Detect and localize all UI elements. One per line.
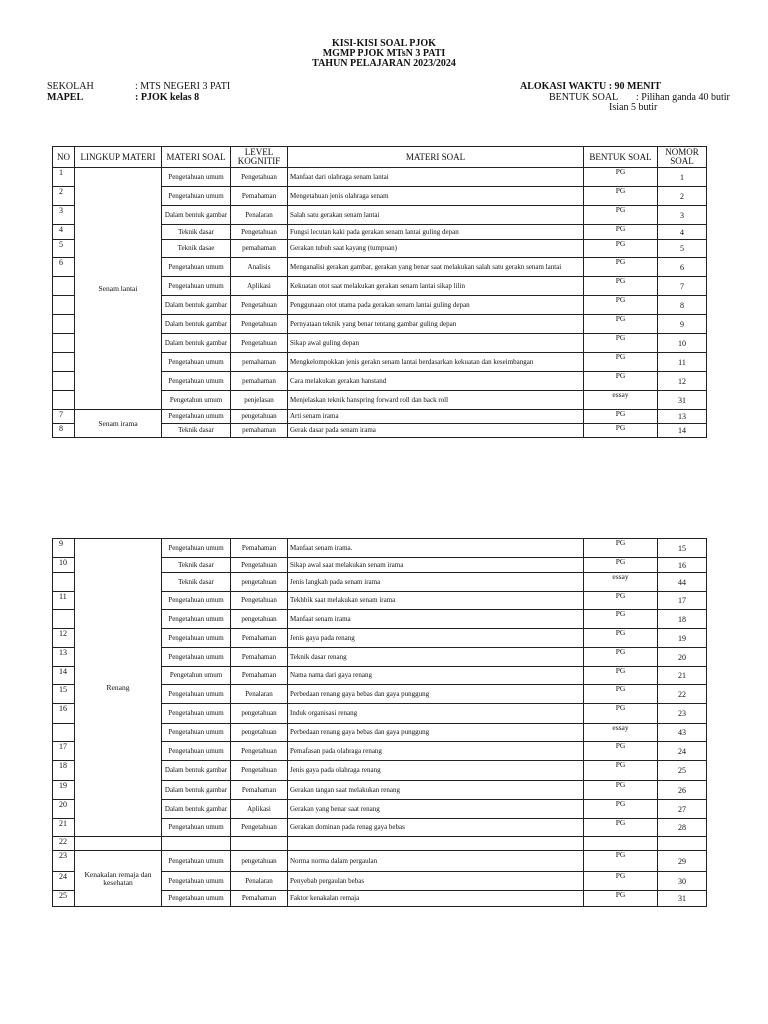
row-no: 18 [53, 761, 75, 781]
level-cell: Pengetahuan [231, 334, 288, 353]
materi-soal-cell [288, 837, 584, 851]
level-cell: Pengetahuan [231, 296, 288, 315]
bentuk-cell: PG [584, 296, 658, 315]
level-cell: pengetahuan [231, 573, 288, 592]
nomor-cell: 44 [658, 573, 707, 592]
alokasi-waktu: ALOKASI WAKTU : 90 MENIT [520, 81, 661, 92]
level-cell: Aplikasi [231, 277, 288, 296]
bentuk-cell: PG [584, 277, 658, 296]
level-cell: Penalaran [231, 206, 288, 225]
nomor-cell: 21 [658, 667, 707, 685]
materi-cell: Pengetahuan umum [162, 168, 231, 187]
bentuk-cell: PG [584, 240, 658, 258]
materi-cell: Teknik dasae [162, 240, 231, 258]
materi-soal-cell: Cara melakukan gerakan hanstand [288, 372, 584, 391]
materi-soal-cell: Mengkelompokkan jenis gerakn senam lantai berdasarkan kekuatan dan keseimbangan [288, 353, 584, 372]
materi-cell: Teknik dasar [162, 558, 231, 573]
bentuk-cell: PG [584, 629, 658, 648]
header-no: NO [53, 147, 75, 168]
materi-soal-cell: Teknik dasar renang [288, 648, 584, 667]
materi-soal-cell: Fungsi lecutan kaki pada gerakan senam lantai guling depan [288, 225, 584, 240]
materi-soal-cell: Norma norma dalam pergaulan [288, 851, 584, 872]
nomor-cell: 14 [658, 424, 707, 438]
nomor-cell: 31 [658, 391, 707, 410]
row-no: 1 [53, 168, 75, 187]
materi-cell: Dalam bentuk gambar [162, 296, 231, 315]
materi-soal-cell: Pernyataan teknik yang benar tentang gambar guling depan [288, 315, 584, 334]
table-header-row [53, 147, 707, 168]
materi-cell: Teknik dasar [162, 424, 231, 438]
materi-cell: Teknik dasar [162, 573, 231, 592]
bentuk-cell: PG [584, 225, 658, 240]
materi-cell: Pengetahuan umum [162, 410, 231, 424]
materi-soal-cell: Gerakan tangan saat melakukan renang [288, 781, 584, 800]
materi-soal-cell: Menjelaskan teknik hanspring forward roll dan back roll [288, 391, 584, 410]
row-no [53, 391, 75, 410]
mapel-value: : PJOK kelas 8 [135, 92, 200, 103]
row-no: 7 [53, 410, 75, 424]
row-no: 19 [53, 781, 75, 800]
materi-soal-cell: Induk organisasi renang [288, 704, 584, 724]
row-no: 16 [53, 704, 75, 724]
materi-cell: Dalam bentuk gambar [162, 761, 231, 781]
materi-soal-cell: Pemafasan pada olahraga renang [288, 742, 584, 761]
materi-cell: Pengetahuan umum [162, 724, 231, 742]
level-cell: penjelasan [231, 391, 288, 410]
header-lingkup: LINGKUP MATERI [75, 147, 162, 168]
bentuk-cell: PG [584, 704, 658, 724]
row-no [53, 296, 75, 315]
level-cell: pemahaman [231, 353, 288, 372]
row-no [53, 277, 75, 296]
row-no [53, 610, 75, 629]
bentuk-cell: essay [584, 573, 658, 592]
materi-cell: Pengetahuan umum [162, 277, 231, 296]
materi-cell: Pengetahuan umum [162, 539, 231, 558]
level-cell: Penalaran [231, 685, 288, 704]
materi-cell: Teknik dasar [162, 225, 231, 240]
materi-cell: Pengetahuan umum [162, 629, 231, 648]
materi-soal-cell: Manfaat senam irama. [288, 539, 584, 558]
doc-title-line-2: MGMP PJOK MTsN 3 PATI [322, 48, 446, 59]
materi-cell: Pengetahuan umum [162, 851, 231, 872]
materi-soal-cell: Jenis langkah pada senam irama [288, 573, 584, 592]
bentuk-cell: PG [584, 353, 658, 372]
kisi-table-1 [52, 146, 707, 438]
level-cell: Pengetahuan [231, 592, 288, 610]
materi-soal-cell: Kekuatan otot saat melakukan gerakan senam lantai sikap lilin [288, 277, 584, 296]
level-cell: Pemahaman [231, 187, 288, 206]
lingkup-materi-cell: Kenakalan remaja dan kesehatan [75, 851, 162, 907]
nomor-cell: 3 [658, 206, 707, 225]
row-no: 2 [53, 187, 75, 206]
materi-cell: Pengetahuan umum [162, 704, 231, 724]
materi-cell: Pengetahuan umum [162, 742, 231, 761]
mapel-label: MAPEL [47, 92, 84, 103]
row-no: 9 [53, 539, 75, 558]
nomor-cell: 7 [658, 277, 707, 296]
nomor-cell: 29 [658, 851, 707, 872]
nomor-cell: 2 [658, 187, 707, 206]
nomor-cell: 10 [658, 334, 707, 353]
materi-soal-cell: Nama nama dari gaya renang [288, 667, 584, 685]
row-no: 25 [53, 891, 75, 907]
header-bentuk: BENTUK SOAL [584, 147, 658, 168]
nomor-cell: 31 [658, 891, 707, 907]
materi-soal-cell: Faktor kenakalan remaja [288, 891, 584, 907]
nomor-cell: 16 [658, 558, 707, 573]
level-cell: pemahaman [231, 372, 288, 391]
level-cell: Pemahaman [231, 648, 288, 667]
level-cell: pengetahuan [231, 724, 288, 742]
materi-cell [162, 837, 231, 851]
row-no: 14 [53, 667, 75, 685]
row-no: 5 [53, 240, 75, 258]
materi-cell: Pengetahuan umum [162, 372, 231, 391]
row-no: 13 [53, 648, 75, 667]
row-no [53, 372, 75, 391]
bentuk-cell: PG [584, 742, 658, 761]
lingkup-materi-cell: Senam lantai [75, 168, 162, 410]
bentuk-cell: PG [584, 685, 658, 704]
level-cell: Pengetahuan [231, 761, 288, 781]
table-row [53, 539, 707, 558]
materi-soal-cell: Manfaat dari olahraga senam lantai [288, 168, 584, 187]
materi-soal-cell: Penggunaan otot utama pada gerakan senam lantai guling depan [288, 296, 584, 315]
nomor-cell: 20 [658, 648, 707, 667]
nomor-cell: 28 [658, 819, 707, 837]
materi-cell: Pengetahuan umum [162, 258, 231, 277]
materi-cell: Dalam bentuk gambar [162, 334, 231, 353]
nomor-cell: 30 [658, 872, 707, 891]
level-cell: Pengetahuan [231, 168, 288, 187]
materi-cell: Pengetahuan umum [162, 353, 231, 372]
level-cell: Pengetahuan [231, 819, 288, 837]
bentuk-cell: PG [584, 851, 658, 872]
bentuk-cell: PG [584, 187, 658, 206]
bentuk-soal-value-2: Isian 5 butir [609, 102, 658, 113]
level-cell: Pengetahuan [231, 742, 288, 761]
bentuk-cell: PG [584, 610, 658, 629]
materi-cell: Pengetahuan umum [162, 891, 231, 907]
row-no: 6 [53, 258, 75, 277]
materi-soal-cell: Gerak dasar pada senam irama [288, 424, 584, 438]
nomor-cell: 1 [658, 168, 707, 187]
nomor-cell: 12 [658, 372, 707, 391]
materi-cell: Dalam bentuk gambar [162, 206, 231, 225]
materi-cell: Pengetahuan umum [162, 819, 231, 837]
sekolah-label: SEKOLAH [47, 81, 94, 92]
row-no: 21 [53, 819, 75, 837]
materi-soal-cell: Salah satu gerakan senam lantai [288, 206, 584, 225]
bentuk-cell: PG [584, 761, 658, 781]
header-nomor: NOMOR SOAL [658, 147, 707, 168]
materi-soal-cell: Gerakan dominan pada renag gaya bebas [288, 819, 584, 837]
level-cell: pengetahuan [231, 851, 288, 872]
row-no [53, 353, 75, 372]
bentuk-cell: PG [584, 372, 658, 391]
nomor-cell: 23 [658, 704, 707, 724]
row-no [53, 724, 75, 742]
header-materi: MATERI SOAL [162, 147, 231, 168]
bentuk-cell: PG [584, 168, 658, 187]
row-no: 24 [53, 872, 75, 891]
bentuk-cell: PG [584, 206, 658, 225]
materi-cell: Pengetahuan umum [162, 685, 231, 704]
row-no: 3 [53, 206, 75, 225]
level-cell: pengetahuan [231, 610, 288, 629]
materi-cell: Pengetahun umum [162, 391, 231, 410]
level-cell: Penalaran [231, 872, 288, 891]
materi-soal-cell: Sikap awal guling depan [288, 334, 584, 353]
level-cell: pemahaman [231, 424, 288, 438]
table-row [53, 837, 707, 851]
sekolah-value: : MTS NEGERI 3 PATI [135, 81, 231, 92]
kisi-table-2 [52, 538, 707, 907]
nomor-cell: 22 [658, 685, 707, 704]
row-no: 8 [53, 424, 75, 438]
materi-soal-cell: Jenis gaya pada renang [288, 629, 584, 648]
materi-soal-cell: Perbedaan renang gaya bebas dan gaya punggung [288, 724, 584, 742]
materi-soal-cell: Gerakan tubuh saat kayang (tumpuan) [288, 240, 584, 258]
materi-cell: Pengetahuan umum [162, 610, 231, 629]
row-no [53, 315, 75, 334]
bentuk-cell: PG [584, 819, 658, 837]
row-no: 10 [53, 558, 75, 573]
table-row [53, 851, 707, 872]
row-no: 15 [53, 685, 75, 704]
materi-soal-cell: Arti senam irama [288, 410, 584, 424]
materi-cell: Dalam bentuk gambar [162, 315, 231, 334]
nomor-cell: 9 [658, 315, 707, 334]
bentuk-cell: PG [584, 334, 658, 353]
level-cell: Analisis [231, 258, 288, 277]
materi-cell: Pengetahun umum [162, 667, 231, 685]
lingkup-materi-cell [75, 837, 162, 851]
level-cell: Pemahaman [231, 667, 288, 685]
table-row [53, 410, 707, 424]
nomor-cell: 26 [658, 781, 707, 800]
bentuk-cell: PG [584, 800, 658, 819]
bentuk-soal-label: BENTUK SOAL [549, 92, 619, 103]
level-cell: pemahaman [231, 240, 288, 258]
materi-soal-cell: Tekhbik saat melakukan senam irama [288, 592, 584, 610]
materi-soal-cell: Manfaat senam irama [288, 610, 584, 629]
lingkup-materi-cell: Renang [75, 539, 162, 837]
bentuk-soal-value-1: : Pilihan ganda 40 butir [636, 92, 730, 103]
nomor-cell: 27 [658, 800, 707, 819]
doc-title-line-3: TAHUN PELAJARAN 2023/2024 [312, 58, 456, 69]
materi-cell: Dalam bentuk gambar [162, 800, 231, 819]
row-no: 17 [53, 742, 75, 761]
nomor-cell: 43 [658, 724, 707, 742]
nomor-cell: 11 [658, 353, 707, 372]
materi-soal-cell: Gerakan yang benar saat renang [288, 800, 584, 819]
bentuk-cell: PG [584, 592, 658, 610]
row-no: 4 [53, 225, 75, 240]
bentuk-cell: essay [584, 724, 658, 742]
level-cell: Pemahaman [231, 629, 288, 648]
level-cell: Pengetahuan [231, 558, 288, 573]
bentuk-cell: PG [584, 781, 658, 800]
bentuk-cell: PG [584, 891, 658, 907]
materi-soal-cell: Menganalisi gerakan gambar, gerakan yang benar saat melakukan salah satu gerakn senam lantai [288, 258, 584, 277]
materi-cell: Pengetahuan umum [162, 187, 231, 206]
nomor-cell [658, 837, 707, 851]
doc-title-line-1: KISI-KISI SOAL PJOK [332, 38, 436, 49]
level-cell: Pemahaman [231, 781, 288, 800]
nomor-cell: 19 [658, 629, 707, 648]
nomor-cell: 6 [658, 258, 707, 277]
bentuk-cell: PG [584, 315, 658, 334]
row-no: 12 [53, 629, 75, 648]
materi-soal-cell: Mengetahuan jenis olahraga senam [288, 187, 584, 206]
nomor-cell: 4 [658, 225, 707, 240]
bentuk-cell: PG [584, 424, 658, 438]
bentuk-cell: PG [584, 410, 658, 424]
level-cell [231, 837, 288, 851]
row-no: 23 [53, 851, 75, 872]
materi-cell: Dalam bentuk gambar [162, 781, 231, 800]
row-no: 11 [53, 592, 75, 610]
materi-soal-cell: Jenis gaya pada olahraga renang [288, 761, 584, 781]
nomor-cell: 13 [658, 410, 707, 424]
level-cell: pengetahuan [231, 410, 288, 424]
bentuk-cell: essay [584, 391, 658, 410]
row-no [53, 334, 75, 353]
nomor-cell: 5 [658, 240, 707, 258]
materi-cell: Pengetahuan umum [162, 872, 231, 891]
row-no: 20 [53, 800, 75, 819]
bentuk-cell: PG [584, 648, 658, 667]
materi-soal-cell: Perbedaan renang gaya bebas dan gaya punggung [288, 685, 584, 704]
nomor-cell: 15 [658, 539, 707, 558]
level-cell: Pemahaman [231, 539, 288, 558]
bentuk-cell [584, 837, 658, 851]
materi-soal-cell: Sikap awal saat melakukan senam irama [288, 558, 584, 573]
table-row [53, 168, 707, 187]
nomor-cell: 18 [658, 610, 707, 629]
level-cell: Pengetahuan [231, 225, 288, 240]
header-level: LEVEL KOGNITIF [231, 147, 288, 168]
level-cell: pengetahuan [231, 704, 288, 724]
row-no: 22 [53, 837, 75, 851]
bentuk-cell: PG [584, 667, 658, 685]
bentuk-cell: PG [584, 258, 658, 277]
level-cell: Aplikasi [231, 800, 288, 819]
level-cell: Pemahaman [231, 891, 288, 907]
nomor-cell: 25 [658, 761, 707, 781]
materi-cell: Pengetahuan umum [162, 648, 231, 667]
nomor-cell: 17 [658, 592, 707, 610]
nomor-cell: 8 [658, 296, 707, 315]
header-materi-soal: MATERI SOAL [288, 147, 584, 168]
materi-soal-cell: Penyebab pergaulan bebas [288, 872, 584, 891]
row-no [53, 573, 75, 592]
bentuk-cell: PG [584, 539, 658, 558]
lingkup-materi-cell: Senam irama [75, 410, 162, 438]
bentuk-cell: PG [584, 872, 658, 891]
nomor-cell: 24 [658, 742, 707, 761]
materi-cell: Pengetahuan umum [162, 592, 231, 610]
level-cell: Pengetahuan [231, 315, 288, 334]
bentuk-cell: PG [584, 558, 658, 573]
